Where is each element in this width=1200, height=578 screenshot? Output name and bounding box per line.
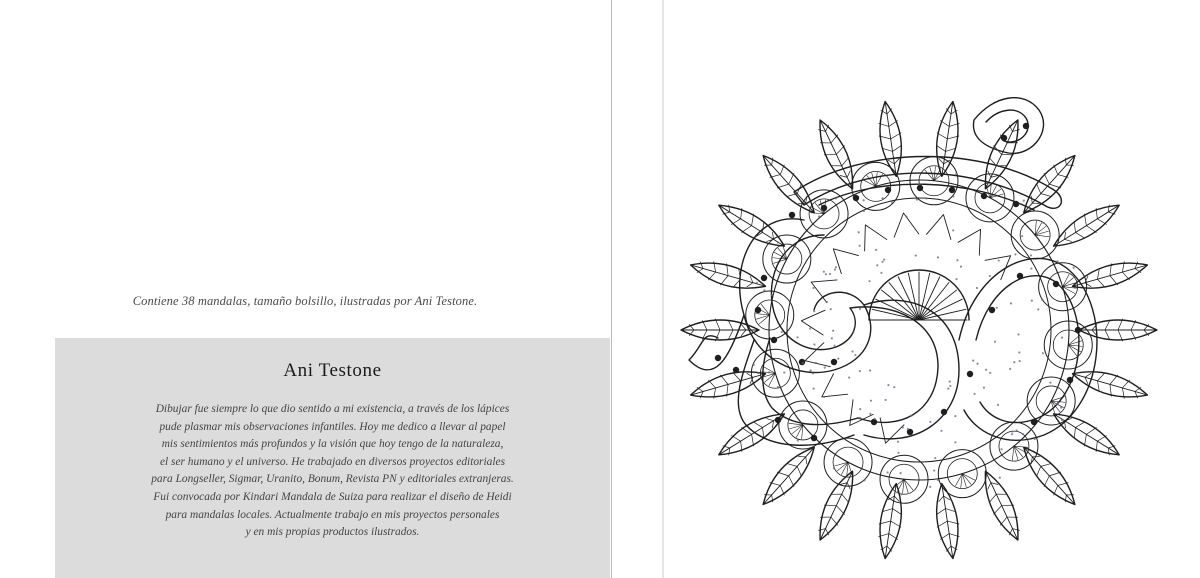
speckle: [771, 294, 773, 296]
speckle: [960, 266, 962, 268]
speckle: [1060, 407, 1062, 409]
speckle: [1017, 333, 1019, 335]
speckle: [952, 195, 954, 197]
speckle: [884, 399, 886, 401]
speckle: [985, 369, 987, 371]
bio-line: pude plasmar mis observaciones infantiles. Hoy me dedico a llevar al papel: [159, 420, 506, 433]
leaf: [879, 101, 902, 176]
speckle: [994, 341, 996, 343]
speckle: [916, 198, 918, 200]
ornament-dot: [761, 275, 767, 281]
ornament-dot: [715, 355, 721, 361]
speckle: [832, 330, 834, 332]
speckle: [813, 387, 815, 389]
speckle: [823, 396, 825, 398]
bio-line: para mandalas locales. Actualmente trabajo en mis proyectos personales: [165, 508, 500, 521]
speckle: [875, 249, 877, 251]
speckle: [809, 327, 811, 329]
ornament-dot: [989, 307, 995, 313]
speckle: [768, 371, 770, 373]
speckle: [869, 369, 871, 371]
speckle: [1014, 253, 1016, 255]
speckle: [1022, 433, 1024, 435]
speckle: [899, 472, 901, 474]
bio-line: Dibujar fue siempre lo que dio sentido a mi existencia, a través de los lápices: [155, 403, 510, 415]
speckle: [893, 386, 895, 388]
speckle: [854, 354, 856, 356]
speckle: [835, 197, 837, 199]
leaf: [1024, 156, 1075, 213]
speckle: [925, 197, 927, 199]
speckle: [1000, 448, 1002, 450]
speckle: [869, 413, 871, 415]
speckle: [1056, 260, 1058, 262]
speckle: [954, 415, 956, 417]
ornament-dot: [949, 187, 955, 193]
speckle: [815, 362, 817, 364]
intro-text: Contiene 38 mandalas, tamaño bolsillo, ilustradas por Ani Testone.: [132, 294, 478, 308]
om-bindu: [973, 98, 1043, 154]
gutter-edge: [611, 0, 612, 578]
speckle: [972, 360, 974, 362]
ornament-dot: [1001, 135, 1007, 141]
ornament-dot: [917, 185, 923, 191]
speckle: [1009, 368, 1011, 370]
bio-line: mis sentimientos más profundos y la visión que hoy tengo de la naturaleza,: [161, 438, 504, 451]
speckle: [818, 215, 820, 217]
leaf: [985, 471, 1019, 540]
speckle: [851, 350, 853, 352]
ornament-dot: [789, 212, 795, 218]
speckle: [983, 387, 985, 389]
speckle: [881, 197, 883, 199]
speckle: [763, 289, 765, 291]
speckle: [756, 282, 758, 284]
speckle: [783, 371, 785, 373]
speckle: [777, 386, 779, 388]
speckle: [905, 215, 907, 217]
ornament-dot: [885, 187, 891, 193]
ornament-dot: [1075, 327, 1081, 333]
speckle: [887, 384, 889, 386]
speckle: [1031, 300, 1033, 302]
speckle: [880, 272, 882, 274]
speckle: [825, 273, 827, 275]
ornament-dot: [1023, 123, 1029, 129]
speckle: [833, 467, 835, 469]
speckle: [781, 331, 783, 333]
speckle: [883, 258, 885, 260]
speckle: [1011, 433, 1013, 435]
speckle: [891, 201, 893, 203]
leaf: [691, 262, 766, 289]
ornament-dot: [871, 419, 877, 425]
speckle: [929, 421, 931, 423]
ornament-dot: [831, 359, 837, 365]
speckle: [1023, 200, 1025, 202]
speckle: [797, 439, 799, 441]
leaf: [937, 484, 960, 559]
om-mandala-illustration: [674, 40, 1164, 560]
speckle: [887, 471, 889, 473]
speckle: [949, 381, 951, 383]
speckle: [1061, 336, 1063, 338]
speckle: [834, 268, 836, 270]
speckle: [1057, 402, 1059, 404]
speckle: [976, 362, 978, 364]
speckle: [989, 275, 991, 277]
speckle: [971, 450, 973, 452]
speckle: [989, 372, 991, 374]
ornament-dot: [775, 417, 781, 423]
leaf: [1054, 414, 1120, 455]
speckle: [937, 256, 939, 258]
speckle: [1061, 419, 1063, 421]
speckle: [1013, 361, 1015, 363]
leaf: [937, 101, 960, 176]
speckle: [863, 199, 865, 201]
ornament-dot: [1031, 419, 1037, 425]
speckle: [1042, 352, 1044, 354]
author-panel: [55, 338, 610, 578]
speckle: [976, 287, 978, 289]
speckle: [1021, 235, 1023, 237]
speckle: [929, 486, 931, 488]
ornament-dot: [811, 435, 817, 441]
speckle: [858, 231, 860, 233]
leaf: [719, 205, 785, 246]
leaf: [1073, 372, 1148, 399]
ornament-dot: [771, 337, 777, 343]
speckle: [955, 278, 957, 280]
speckle: [1073, 267, 1075, 269]
speckle: [753, 364, 755, 366]
speckle: [915, 254, 917, 256]
speckle: [1042, 222, 1044, 224]
speckle: [897, 452, 899, 454]
speckle: [813, 343, 815, 345]
speckle: [812, 372, 814, 374]
om-crescent: [794, 156, 1061, 208]
speckle: [859, 245, 861, 247]
ornament-dot: [821, 205, 827, 211]
speckle: [813, 310, 815, 312]
author-name: Ani Testone: [283, 360, 382, 381]
speckle: [910, 415, 912, 417]
speckle: [802, 362, 804, 364]
speckle: [934, 457, 936, 459]
ornament-dot: [1013, 201, 1019, 207]
speckle: [831, 337, 833, 339]
speckle: [1030, 267, 1032, 269]
speckle: [954, 441, 956, 443]
ornament-dot: [981, 193, 987, 199]
speckle: [852, 331, 854, 333]
leaf: [819, 471, 853, 540]
speckle: [863, 479, 865, 481]
speckle: [874, 418, 876, 420]
speckle: [1049, 382, 1051, 384]
speckle: [947, 387, 949, 389]
speckle: [1041, 299, 1043, 301]
speckle: [833, 345, 835, 347]
bio-line: Fui convocada por Kindari Mandala de Suiza para realizar el diseño de Heidi: [153, 490, 512, 503]
ornament-dot: [1053, 281, 1059, 287]
speckle: [933, 469, 935, 471]
speckle: [1018, 351, 1020, 353]
speckle: [1034, 438, 1036, 440]
speckle: [1010, 302, 1012, 304]
speckle: [823, 271, 825, 273]
speckle: [859, 370, 861, 372]
speckle: [881, 261, 883, 263]
speckle: [897, 441, 899, 443]
speckle: [863, 210, 865, 212]
speckle: [777, 241, 779, 243]
leaf: [719, 414, 785, 455]
speckle: [998, 259, 1000, 261]
om-lower-curl: [740, 219, 871, 373]
speckle: [876, 264, 878, 266]
speckle: [973, 393, 975, 395]
speckle: [796, 336, 798, 338]
speckle: [949, 385, 951, 387]
speckle: [999, 477, 1001, 479]
speckle: [937, 479, 939, 481]
speckle: [809, 369, 811, 371]
speckle: [1016, 429, 1018, 431]
speckle: [918, 183, 920, 185]
bio-line: y en mis propias productos ilustrados.: [245, 526, 420, 539]
speckle: [955, 173, 957, 175]
right-page: [664, 0, 1200, 578]
speckle: [902, 426, 904, 428]
ornament-dot: [1017, 273, 1023, 279]
speckle: [956, 259, 958, 261]
speckle: [870, 400, 872, 402]
ornament-dot: [755, 307, 761, 313]
speckle: [859, 408, 861, 410]
leaf: [879, 484, 902, 559]
speckle: [952, 229, 954, 231]
bio-line: para Longseller, Sigmar, Uranito, Bonum, Revista PN y editoriales extranjeras.: [151, 473, 514, 486]
speckle: [826, 301, 828, 303]
speckle: [824, 367, 826, 369]
speckle: [1037, 308, 1039, 310]
speckle: [859, 417, 861, 419]
speckle: [997, 404, 999, 406]
leaf: [763, 447, 814, 504]
speckle: [868, 280, 870, 282]
speckle: [901, 493, 903, 495]
book-gutter: [610, 0, 664, 578]
speckle: [1011, 431, 1013, 433]
leaf: [1054, 205, 1120, 246]
speckle: [859, 308, 861, 310]
speckle: [835, 266, 837, 268]
leaf: [819, 120, 853, 189]
ornament-dot: [733, 367, 739, 373]
bio-line: el ser humano y el universo. He trabajado en diversos proyectos editoriales: [159, 455, 506, 468]
ornament-dot: [941, 409, 947, 415]
speckle: [830, 308, 832, 310]
speckle: [837, 358, 839, 360]
speckle: [829, 273, 831, 275]
speckle: [1030, 254, 1032, 256]
speckle: [1019, 360, 1021, 362]
om-middle-bowl: [864, 300, 959, 439]
speckle: [812, 287, 814, 289]
leaf: [985, 120, 1019, 189]
speckle: [996, 307, 998, 309]
speckle: [907, 428, 909, 430]
speckle: [757, 372, 759, 374]
ornament-dot: [853, 195, 859, 201]
speckle: [940, 430, 942, 432]
author-bio: [85, 401, 580, 542]
ornament-dot: [967, 371, 973, 377]
speckle: [848, 376, 850, 378]
leaf: [1024, 447, 1075, 504]
ornament-dot: [1067, 377, 1073, 383]
